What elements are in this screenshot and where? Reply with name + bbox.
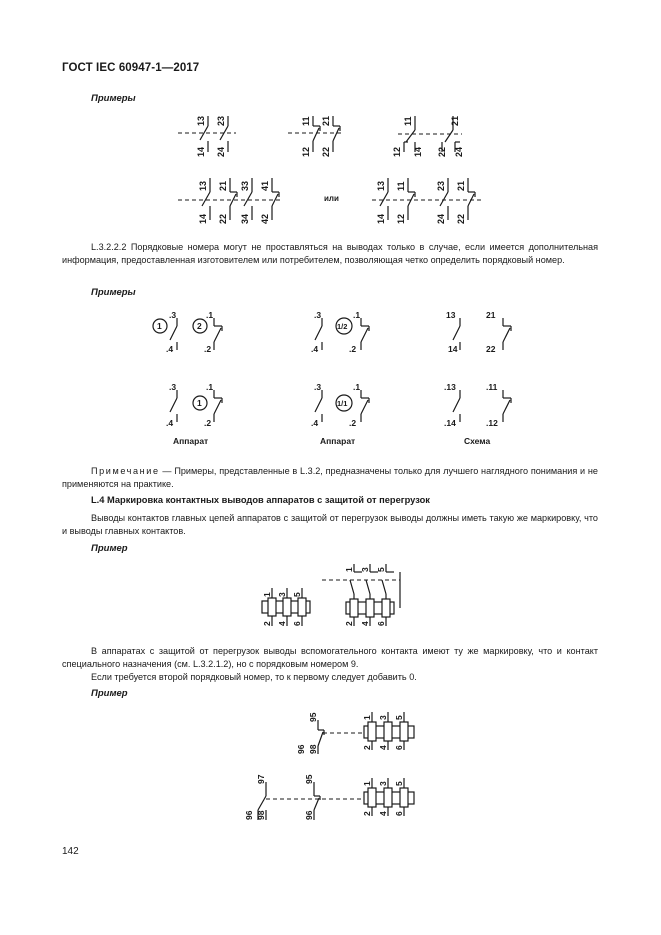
terminal-label: 6 <box>376 621 386 626</box>
terminal-label: .2 <box>349 344 357 354</box>
terminal-label: 11 <box>396 181 406 191</box>
terminal-label: 12 <box>301 146 311 157</box>
terminal-label: 2 <box>344 621 354 626</box>
terminal-label: 1 <box>362 715 372 720</box>
terminal-label: .3 <box>314 382 322 392</box>
terminal-label: 4 <box>360 621 370 626</box>
terminal-label: 3 <box>378 715 388 720</box>
terminal-label: 11 <box>301 116 311 126</box>
terminal-label: 22 <box>437 146 447 157</box>
terminal-label: .13 <box>444 382 456 392</box>
example-label: Пример <box>91 688 128 699</box>
terminal-label: 95 <box>304 774 314 784</box>
terminal-label: 11 <box>403 116 413 126</box>
terminal-label: 2 <box>362 745 372 750</box>
caption-apparatus: Аппарат <box>173 436 209 446</box>
terminal-label: 22 <box>321 146 331 157</box>
terminal-label: 96 <box>304 810 314 820</box>
terminal-label: 4 <box>378 811 388 816</box>
terminal-label: 6 <box>394 745 404 750</box>
terminal-label: 13 <box>446 310 456 320</box>
terminal-label: .1 <box>206 310 214 320</box>
or-label: или <box>324 194 339 203</box>
terminal-label: .12 <box>486 418 498 428</box>
terminal-label: 12 <box>392 146 402 157</box>
terminal-label: 1 <box>262 592 272 597</box>
terminal-label: .2 <box>204 418 212 428</box>
terminal-label: 21 <box>486 310 496 320</box>
terminal-label: 22 <box>486 344 496 354</box>
terminal-label: 14 <box>196 146 206 157</box>
terminal-label: 2 <box>262 621 272 626</box>
terminal-label: .2 <box>204 344 212 354</box>
example-label: Пример <box>91 543 128 554</box>
terminal-label: .3 <box>314 310 322 320</box>
terminal-label: 3 <box>378 781 388 786</box>
terminal-label: .1 <box>206 382 214 392</box>
terminal-label: 5 <box>292 592 302 597</box>
terminal-label: 21 <box>450 115 460 126</box>
terminal-label: 14 <box>448 344 458 354</box>
terminal-label: 95 <box>308 712 318 722</box>
terminal-label: .1 <box>353 310 361 320</box>
terminal-label: .4 <box>166 418 174 428</box>
terminal-label: 96 <box>244 810 254 820</box>
paragraph-l4-main: Выводы контактов главных цепей аппаратов с защитой от перегрузок выводы должны иметь такую же маркировку, что и выводы главных контактов. <box>62 513 598 536</box>
terminal-label: 3 <box>277 592 287 597</box>
terminal-label: 1 <box>362 781 372 786</box>
terminal-label: 14 <box>198 213 208 224</box>
terminal-label: 5 <box>394 781 404 786</box>
page-number: 142 <box>62 846 79 857</box>
terminal-label: .4 <box>166 344 174 354</box>
terminal-label: 1 <box>157 321 162 331</box>
terminal-label: 2 <box>197 321 202 331</box>
terminal-label: 14 <box>413 146 423 157</box>
terminal-label: 1 <box>344 567 354 572</box>
terminal-label: 2 <box>362 811 372 816</box>
terminal-label: 98 <box>256 810 266 820</box>
terminal-label: 24 <box>436 213 446 224</box>
terminal-label: .4 <box>311 418 319 428</box>
terminal-label: .1 <box>353 382 361 392</box>
terminal-label: 21 <box>321 115 331 126</box>
terminal-label: 24 <box>454 146 464 157</box>
terminal-label: .4 <box>311 344 319 354</box>
examples-label: Примеры <box>91 287 136 298</box>
terminal-label: 22 <box>456 213 466 224</box>
paragraph-l3222: L.3.2.2.2 Порядковые номера могут не проставляться на выводах только в случае, если имеется дополнительная информация, предоставленная изготовителем или потребителем, позволяющая четко определить порядковый номер. <box>62 242 598 265</box>
terminal-label: .3 <box>169 310 177 320</box>
terminal-label: .11 <box>486 382 498 392</box>
terminal-label: 42 <box>260 213 270 224</box>
caption-scheme: Схема <box>464 436 491 446</box>
terminal-label: 21 <box>456 180 466 191</box>
terminal-label: 23 <box>436 180 446 191</box>
terminal-label: 23 <box>216 115 226 126</box>
terminal-label: 4 <box>277 621 287 626</box>
caption-apparatus: Аппарат <box>320 436 356 446</box>
terminal-label: 33 <box>240 180 250 191</box>
terminal-label: .2 <box>349 418 357 428</box>
terminal-label: 34 <box>240 213 250 224</box>
terminal-label: 3 <box>360 567 370 572</box>
aux-two-contacts-with-relay <box>244 774 414 820</box>
terminal-label: 5 <box>394 715 404 720</box>
section-heading-l4: L.4 Маркировка контактных выводов аппаратов с защитой от перегрузок <box>91 495 430 505</box>
terminal-label: 13 <box>198 180 208 191</box>
paragraph-l4-second-number: Если требуется второй порядковый номер, то к первому следует добавить 0. <box>91 672 417 682</box>
terminal-label: 1 <box>197 398 202 408</box>
terminal-label: 5 <box>376 567 386 572</box>
terminal-label: 1/1 <box>337 399 348 408</box>
terminal-label: 22 <box>218 213 228 224</box>
paragraph-l4-aux: В аппаратах с защитой от перегрузок выводы вспомогательного контакта имеют ту же маркировку, что и контакт специального назначения (см. L.3.2.1.2), но с порядковым номером 9. <box>62 646 598 669</box>
document-header: ГОСТ IEC 60947-1—2017 <box>62 62 200 74</box>
terminal-label: .14 <box>444 418 456 428</box>
terminal-label: 13 <box>196 115 206 126</box>
examples-label: Примеры <box>91 93 136 104</box>
terminal-label: 1/2 <box>337 322 348 331</box>
terminal-label: 13 <box>376 180 386 191</box>
terminal-label: 24 <box>216 146 226 157</box>
terminal-label: 98 <box>308 744 318 754</box>
terminal-label: 4 <box>378 745 388 750</box>
terminal-label: 97 <box>256 774 266 784</box>
terminal-label: 41 <box>260 180 270 191</box>
terminal-label: .3 <box>169 382 177 392</box>
terminal-label: 6 <box>292 621 302 626</box>
terminal-label: 14 <box>376 213 386 224</box>
terminal-label: 12 <box>396 213 406 224</box>
terminal-label: 6 <box>394 811 404 816</box>
note-paragraph: Примечание — Примеры, представленные в L.3.2, предназначены только для лучшего наглядного понимания и не применяются на практике. <box>62 466 598 489</box>
aux-nc-with-relay <box>296 712 414 754</box>
terminal-label: 21 <box>218 180 228 191</box>
terminal-label: 96 <box>296 744 306 754</box>
